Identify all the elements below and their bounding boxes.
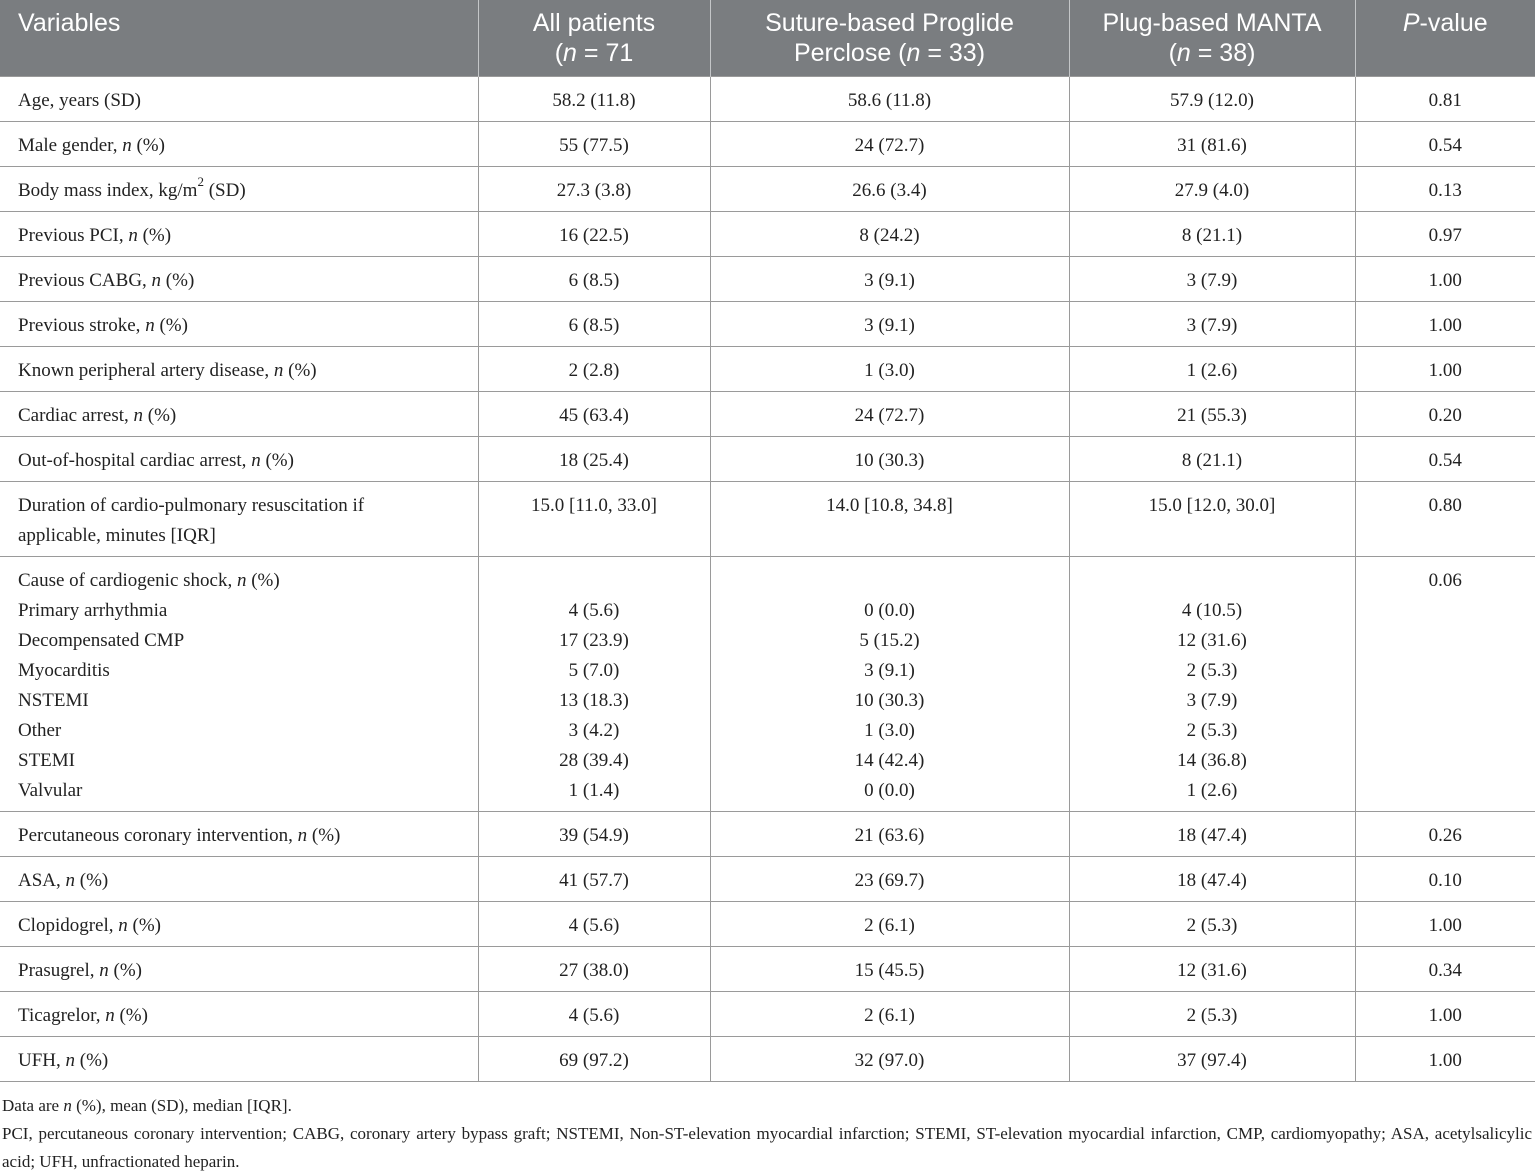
cell-all-patients: 27.3 (3.8) [478, 166, 710, 211]
cell-plug [1069, 556, 1355, 811]
cell-all-patients: 39 (54.9) [478, 811, 710, 856]
cause-item-value: 0 (0.0) [864, 599, 915, 621]
label-text: Ticagrelor, [18, 1004, 106, 1026]
label-suffix: (%) [154, 314, 188, 336]
cause-item-value: 3 (7.9) [1186, 689, 1238, 711]
cell-all-patients: 69 (97.2) [478, 1036, 710, 1081]
cell-all-patients: 16 (22.5) [478, 211, 710, 256]
label-text: Cardiac arrest, [18, 404, 134, 426]
label-text: Clopidogrel, [18, 914, 119, 936]
cell-p-value: 0.97 [1355, 211, 1535, 256]
cause-item-value: 0 (0.0) [864, 779, 915, 801]
label-suffix: (%) [131, 134, 165, 156]
cause-item-value: 1 (3.0) [864, 719, 915, 741]
cell-all-patients: 2 (2.8) [478, 346, 710, 391]
row-label [0, 256, 478, 301]
cell-all-patients: 27 (38.0) [478, 946, 710, 991]
cell-all-patients: 55 (77.5) [478, 121, 710, 166]
cause-item-value: 17 (23.9) [559, 629, 629, 651]
cause-item-value: 12 (31.6) [1177, 629, 1247, 651]
row-label [0, 121, 478, 166]
cause-item-label: STEMI [18, 749, 75, 771]
cell-suture-based: 15 (45.5) [710, 946, 1069, 991]
cell-p-value: 1.00 [1355, 301, 1535, 346]
row-label [0, 166, 478, 211]
table-row [0, 76, 1535, 121]
label-n: n [65, 869, 76, 891]
label-n: n [128, 224, 138, 246]
label-text: Out-of-hospital cardiac arrest, [18, 449, 252, 471]
row-label [0, 436, 478, 481]
table-row [0, 166, 1535, 211]
table-row [0, 256, 1535, 301]
label-n: n [122, 134, 132, 156]
cell-plug-based: 57.9 (12.0) [1069, 76, 1355, 121]
label-n: n [99, 959, 109, 981]
cell-plug-based: 27.9 (4.0) [1069, 166, 1355, 211]
label-n: n [105, 1004, 115, 1026]
label-n: n [273, 359, 284, 381]
label-n: n [297, 824, 308, 846]
label-text: Previous CABG, [18, 269, 152, 291]
cell-p-value: 1.00 [1355, 991, 1535, 1036]
label-n: n [151, 269, 162, 291]
cell-suture-based: 26.6 (3.4) [710, 166, 1069, 211]
cell-all-patients: 4 (5.6) [478, 901, 710, 946]
cause-item-value: 14 (36.8) [1177, 749, 1247, 771]
cell-p-value: 0.06 [1355, 556, 1535, 811]
cell-plug-based: 8 (21.1) [1069, 211, 1355, 256]
cause-item-label: Decompensated CMP [18, 629, 185, 651]
cell-p-value: 0.81 [1355, 76, 1535, 121]
header-variables: Variables [18, 9, 121, 37]
cause-item-value: 28 (39.4) [559, 749, 629, 771]
cell-suture-based: 1 (3.0) [710, 346, 1069, 391]
cell-plug-based: 12 (31.6) [1069, 946, 1355, 991]
cause-item-label: NSTEMI [18, 689, 89, 711]
cell-suture-based: 2 (6.1) [710, 901, 1069, 946]
cell-all-patients: 58.2 (11.8) [478, 76, 710, 121]
cause-item-value: 4 (10.5) [1181, 599, 1243, 621]
cell-all [478, 556, 710, 811]
label-suffix: (%) [137, 224, 172, 246]
label-n: n [133, 404, 144, 426]
label-suffix: (%) [75, 869, 109, 891]
cell-p-value: 0.20 [1355, 391, 1535, 436]
table-row [0, 481, 1535, 556]
label-text: UFH, [18, 1049, 66, 1071]
label-n: n [118, 914, 128, 936]
cell-all-patients: 15.0 [11.0, 33.0] [478, 481, 710, 556]
row-label [0, 301, 478, 346]
cell-plug-based: 18 (47.4) [1069, 856, 1355, 901]
cell-plug-based: 2 (5.3) [1069, 901, 1355, 946]
table-notes [0, 1082, 1535, 1176]
label-suffix: (%) [108, 959, 142, 981]
cause-item-value: 1 (1.4) [568, 779, 620, 801]
cell-plug-based: 18 (47.4) [1069, 811, 1355, 856]
cell-p-value: 1.00 [1355, 346, 1535, 391]
cause-item-label: Myocarditis [18, 659, 110, 681]
cause-item-value: 3 (4.2) [568, 719, 620, 741]
label-n: n [251, 449, 261, 471]
header-plug-based: Plug-based MANTA (n = 38) [1069, 0, 1355, 76]
table-row [0, 856, 1535, 901]
label-text: Known peripheral artery disease, [18, 359, 274, 381]
header-suture-based: Suture-based Proglide Perclose (n = 33) [710, 0, 1069, 76]
cell-all-patients: 45 (63.4) [478, 391, 710, 436]
cell-plug-based: 37 (97.4) [1069, 1036, 1355, 1081]
label-text: Male gender, [18, 134, 123, 156]
cause-item-value: 4 (5.6) [568, 599, 620, 621]
row-label [0, 76, 478, 121]
table-row [0, 346, 1535, 391]
label-text: Age, years (SD) [18, 89, 141, 111]
row-label [0, 901, 478, 946]
table-row [0, 991, 1535, 1036]
table-row [0, 811, 1535, 856]
cell-p-value: 0.10 [1355, 856, 1535, 901]
cell-all-patients: 4 (5.6) [478, 991, 710, 1036]
cell-p-value: 0.13 [1355, 166, 1535, 211]
label-n: n [65, 1049, 76, 1071]
cause-item-value: 2 (5.3) [1186, 659, 1238, 681]
table-row [0, 1036, 1535, 1081]
cell-plug-based: 8 (21.1) [1069, 436, 1355, 481]
notes-abbreviations: PCI, percutaneous coronary intervention; CABG, coronary artery bypass graft; NSTEMI, Non-ST-elevation myocardial infarction; STEMI, ST-elevation myocardial infarction, CMP, cardiomyopathy; ASA, acetylsalicylic acid; UFH, unfractionated heparin. [2, 1123, 1532, 1171]
cell-suture-based: 8 (24.2) [710, 211, 1069, 256]
cell-suture-based: 3 (9.1) [710, 256, 1069, 301]
label-text: Previous stroke, [18, 314, 146, 336]
row-label [0, 211, 478, 256]
cause-item-value: 13 (18.3) [559, 689, 629, 711]
table-body [0, 76, 1535, 1081]
table-row [0, 901, 1535, 946]
row-label [0, 946, 478, 991]
cell-p-value: 0.80 [1355, 481, 1535, 556]
table-row [0, 211, 1535, 256]
cell-suture-based: 21 (63.6) [710, 811, 1069, 856]
cell-all-patients: 6 (8.5) [478, 301, 710, 346]
label-text: Prasugrel, [18, 959, 100, 981]
cell-plug-based: 21 (55.3) [1069, 391, 1355, 436]
cause-heading: Cause of cardiogenic shock, n (%) [18, 569, 280, 591]
label-suffix: (%) [75, 1049, 109, 1071]
cell-plug-based: 31 (81.6) [1069, 121, 1355, 166]
cell-plug-based: 15.0 [12.0, 30.0] [1069, 481, 1355, 556]
cell-all-patients: 41 (57.7) [478, 856, 710, 901]
table-row-cause [0, 556, 1535, 811]
label-suffix: (%) [143, 404, 177, 426]
label-n: n [145, 314, 155, 336]
cell-suture-based: 3 (9.1) [710, 301, 1069, 346]
cell-p-value: 0.34 [1355, 946, 1535, 991]
label-sup: 2 [197, 174, 204, 190]
cause-item-value: 10 (30.3) [854, 689, 925, 711]
row-label [0, 556, 478, 811]
label-suffix: (%) [260, 449, 294, 471]
cell-suture-based: 14.0 [10.8, 34.8] [710, 481, 1069, 556]
cause-item-value: 5 (15.2) [859, 629, 920, 651]
cell-all-patients: 18 (25.4) [478, 436, 710, 481]
cell-plug-based: 1 (2.6) [1069, 346, 1355, 391]
cause-item-value: 2 (5.3) [1186, 719, 1238, 741]
cell-suture-based: 2 (6.1) [710, 991, 1069, 1036]
label-line: applicable, minutes [IQR] [18, 524, 216, 546]
cause-item-label: Other [18, 719, 62, 741]
table-row [0, 301, 1535, 346]
header-all-patients: All patients (n = 71 [478, 0, 710, 76]
label-suffix: (%) [307, 824, 341, 846]
cell-p-value: 1.00 [1355, 901, 1535, 946]
cause-item-value: 3 (9.1) [864, 659, 915, 681]
label-suffix: (%) [161, 269, 195, 291]
label-text: Body mass index, kg/m [18, 179, 198, 201]
cell-suture-based: 24 (72.7) [710, 121, 1069, 166]
label-suffix: (%) [127, 914, 162, 936]
row-label [0, 991, 478, 1036]
cell-suture-based: 10 (30.3) [710, 436, 1069, 481]
cause-item-label: Valvular [18, 779, 83, 801]
cell-suture [710, 556, 1069, 811]
label-suffix: (%) [283, 359, 317, 381]
cell-p-value: 0.54 [1355, 436, 1535, 481]
label-text: ASA, [18, 869, 66, 891]
cause-item-value: 5 (7.0) [568, 659, 620, 681]
row-label [0, 811, 478, 856]
notes-data-line: Data are n (%), mean (SD), median [IQR]. [2, 1095, 292, 1115]
cell-p-value: 0.26 [1355, 811, 1535, 856]
cell-all-patients: 6 (8.5) [478, 256, 710, 301]
cell-suture-based: 24 (72.7) [710, 391, 1069, 436]
label-text: Percutaneous coronary intervention, [18, 824, 298, 846]
cell-suture-based: 23 (69.7) [710, 856, 1069, 901]
table-row [0, 436, 1535, 481]
cause-item-value: 1 (2.6) [1186, 779, 1238, 801]
table-row [0, 391, 1535, 436]
cell-suture-based: 58.6 (11.8) [710, 76, 1069, 121]
cell-plug-based: 3 (7.9) [1069, 301, 1355, 346]
row-label [0, 481, 478, 556]
table-row [0, 121, 1535, 166]
cause-item-label: Primary arrhythmia [18, 599, 168, 621]
label-suffix: (%) [114, 1004, 148, 1026]
row-label [0, 856, 478, 901]
cell-plug-based: 2 (5.3) [1069, 991, 1355, 1036]
cell-p-value: 1.00 [1355, 256, 1535, 301]
header-p-value: P-value [1355, 0, 1535, 76]
table-row [0, 946, 1535, 991]
row-label [0, 1036, 478, 1081]
row-label [0, 346, 478, 391]
row-label [0, 391, 478, 436]
cell-suture-based: 32 (97.0) [710, 1036, 1069, 1081]
cell-plug-based: 3 (7.9) [1069, 256, 1355, 301]
label-line: Duration of cardio-pulmonary resuscitation if [18, 494, 365, 516]
label-suffix: (SD) [203, 179, 246, 201]
label-text: Previous PCI, [18, 224, 129, 246]
cell-p-value: 0.54 [1355, 121, 1535, 166]
cell-p-value: 1.00 [1355, 1036, 1535, 1081]
header-row [0, 0, 1535, 76]
cause-item-value: 14 (42.4) [854, 749, 925, 771]
